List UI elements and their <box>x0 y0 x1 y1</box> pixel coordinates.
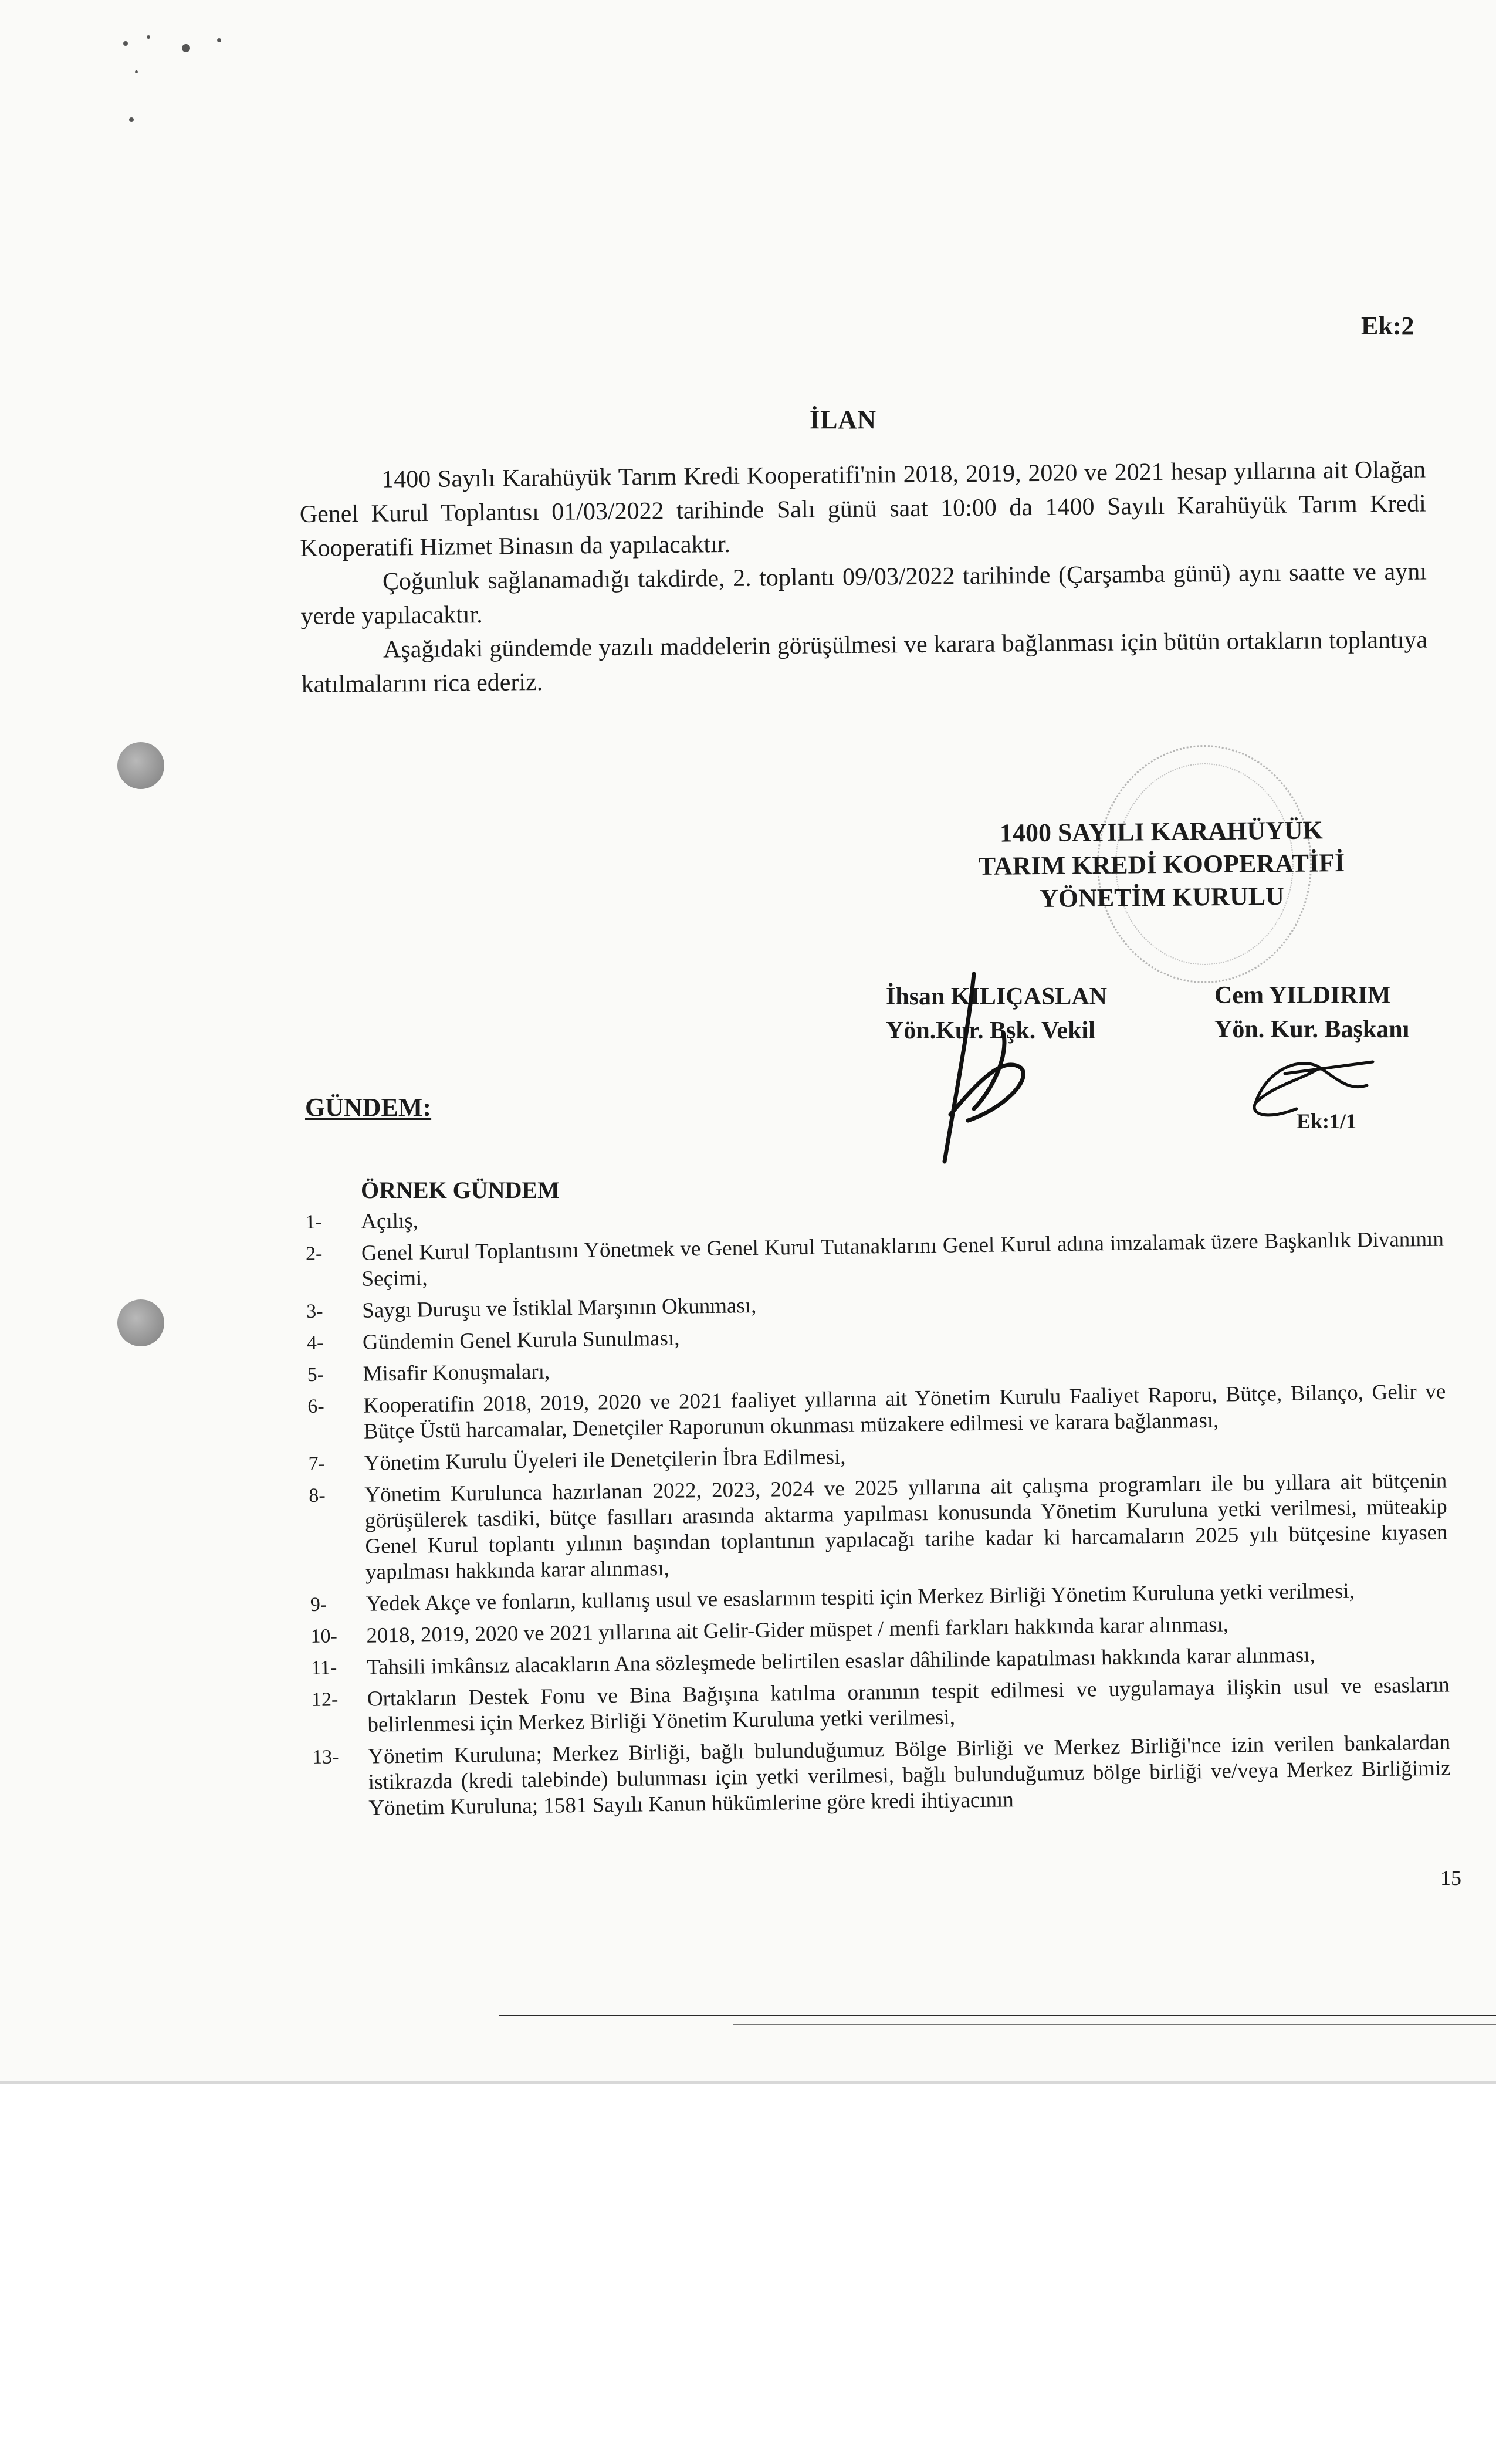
scan-specks <box>111 23 246 141</box>
page-number: 15 <box>1440 1866 1461 1890</box>
cooperative-line-3: YÖNETİM KURULU <box>1039 881 1285 913</box>
agenda-item-text: Kooperatifin 2018, 2019, 2020 ve 2021 faaliyet yıllarına ait Yönetim Kurulu Faaliyet Raporu, Bütçe, Bilanço, Gelir ve Bütçe Üstü harcamalar, Denetçiler Raporunun okunması müzakere edilmesi ve karara bağlanması, <box>363 1379 1446 1444</box>
agenda-item-number: 5- <box>307 1363 324 1386</box>
agenda-item-number: 3- <box>306 1300 323 1322</box>
agenda-item-number: 10- <box>310 1625 338 1647</box>
agenda-item-number: 2- <box>305 1243 323 1265</box>
footer-rule-secondary <box>733 2024 1496 2025</box>
agenda-item-text: Yedek Akçe ve fonların, kullanış usul ve esaslarının tespiti için Merkez Birliği Yönetim Kuruluna yetki verilmesi, <box>365 1579 1355 1616</box>
cooperative-board-block <box>956 814 1368 916</box>
signatory-left-name: İhsan KILIÇASLAN <box>886 983 1107 1010</box>
agenda-item-text: Yönetim Kurulunca hazırlanan 2022, 2023, 2024 ve 2025 yıllarına ait çalışma programları ile bu yıllara ait bütçenin görüşülerek tasdiki, bütçe fasılları arasında aktarma yapılması konusunda Yönetim Kuruluna yetki verilmesi, müteakip Genel Kurul toplantı yılının başından toplantının yapılacağı tarihe kadar ki harcamaların 2025 yılı bütçesine kıyasen yapılması hakkında karar alınması, <box>364 1468 1448 1585</box>
agenda-item-text: Açılış, <box>361 1209 419 1234</box>
signatory-right <box>1214 979 1409 1047</box>
signatory-right-title: Yön. Kur. Başkanı <box>1214 1016 1410 1043</box>
agenda-item-text: Yönetim Kurulu Üyeleri ile Denetçilerin İbra Edilmesi, <box>364 1444 846 1475</box>
agenda-list <box>305 1195 1451 1828</box>
announcement-body <box>299 453 1428 702</box>
footer-rule <box>499 2015 1496 2016</box>
agenda-item-text: Tahsili imkânsız alacakların Ana sözleşmede belirtilen esaslar dâhilinde kapatılması hakkında karar alınması, <box>366 1643 1315 1680</box>
signatory-left-title: Yön.Kur. Bşk. Vekil <box>886 1017 1095 1044</box>
agenda-item-text: Gündemin Genel Kurula Sunulması, <box>362 1326 680 1355</box>
agenda-item-text: Saygı Duruşu ve İstiklal Marşının Okunması, <box>361 1293 757 1323</box>
sample-agenda-title: ÖRNEK GÜNDEM <box>361 1177 560 1203</box>
agenda-item-number: 12- <box>311 1688 339 1711</box>
cooperative-line-1: 1400 SAYILI KARAHÜYÜK <box>999 815 1324 848</box>
punch-hole-bottom <box>117 1299 164 1346</box>
agenda-item-number: 13- <box>312 1746 339 1768</box>
agenda-item <box>312 1730 1451 1822</box>
agenda-item <box>309 1468 1448 1586</box>
agenda-item-number: 7- <box>308 1453 326 1475</box>
agenda-item <box>306 1227 1444 1293</box>
signatory-right-name: Cem YILDIRIM <box>1214 982 1391 1009</box>
agenda-item-text: 2018, 2019, 2020 ve 2021 yıllarına ait Gelir-Gider müspet / menfi farkları hakkında karar alınması, <box>366 1612 1229 1648</box>
agenda-item-text: Genel Kurul Toplantısını Yönetmek ve Genel Kurul Tutanaklarını Genel Kurul adına imzalamak üzere Başkanlık Divanının Seçimi, <box>361 1227 1444 1291</box>
annex-label: Ek:2 <box>1361 312 1414 340</box>
agenda-item-number: 6- <box>307 1395 324 1417</box>
agenda-item-text: Misafir Konuşmaları, <box>363 1359 550 1386</box>
agenda-item-number: 8- <box>309 1484 326 1507</box>
announcement-title: İLAN <box>810 405 877 434</box>
announcement-paragraph-3: Aşağıdaki gündemde yazılı maddelerin görüşülmesi ve karara bağlanması için bütün ortakların toplantıya katılmalarını rica ederiz. <box>301 626 1428 698</box>
announcement-paragraph-2: Çoğunluk sağlanamadığı takdirde, 2. toplantı 09/03/2022 tarihinde (Çarşamba günü) aynı saatte ve aynı yerde yapılacaktır. <box>300 558 1427 630</box>
agenda-heading: GÜNDEM: <box>305 1093 432 1122</box>
handwritten-signature-left <box>933 962 1062 1173</box>
agenda-item-number: 4- <box>306 1332 324 1354</box>
agenda-item-number: 9- <box>310 1593 327 1616</box>
page-edge <box>0 2081 1496 2084</box>
agenda-item <box>312 1673 1450 1739</box>
agenda-item-number: 1- <box>305 1211 322 1233</box>
agenda-item-text: Yönetim Kuruluna; Merkez Birliği, bağlı bulunduğumuz Bölge Birliği ve Merkez Birliği'nce izin verilen bankalardan istikrazda (kredi talebinde) bulunması için yetki verilmesi, bağlı bulunduğumuz bölge birliği ve/veya Merkez Birliğimiz Yönetim Kuruluna; 1581 Sayılı Kanun hükümlerine göre kredi ihtiyacının <box>367 1730 1451 1820</box>
agenda-item-number: 11- <box>310 1657 337 1679</box>
cooperative-line-2: TARIM KREDİ KOOPERATİFİ <box>978 848 1345 881</box>
sub-annex-label: Ek:1/1 <box>1297 1109 1357 1133</box>
announcement-paragraph-1: 1400 Sayılı Karahüyük Tarım Kredi Kooperatifi'nin 2018, 2019, 2020 ve 2021 hesap yıllarına ait Olağan Genel Kurul Toplantısı 01/03/2022 tarihinde Salı günü saat 10:00 da 1400 Sayılı Karahüyük Tarım Kredi Kooperatifi Hizmet Binasın da yapılacaktır. <box>299 456 1426 562</box>
punch-hole-top <box>117 742 164 789</box>
agenda-item-text: Ortakların Destek Fonu ve Bina Bağışına katılma oranının tespit edilmesi ve uygulamaya ilişkin usul ve esasların belirlenmesi için Merkez Birliği Yönetim Kuruluna yetki verilmesi, <box>367 1673 1450 1737</box>
agenda-item <box>307 1379 1446 1446</box>
